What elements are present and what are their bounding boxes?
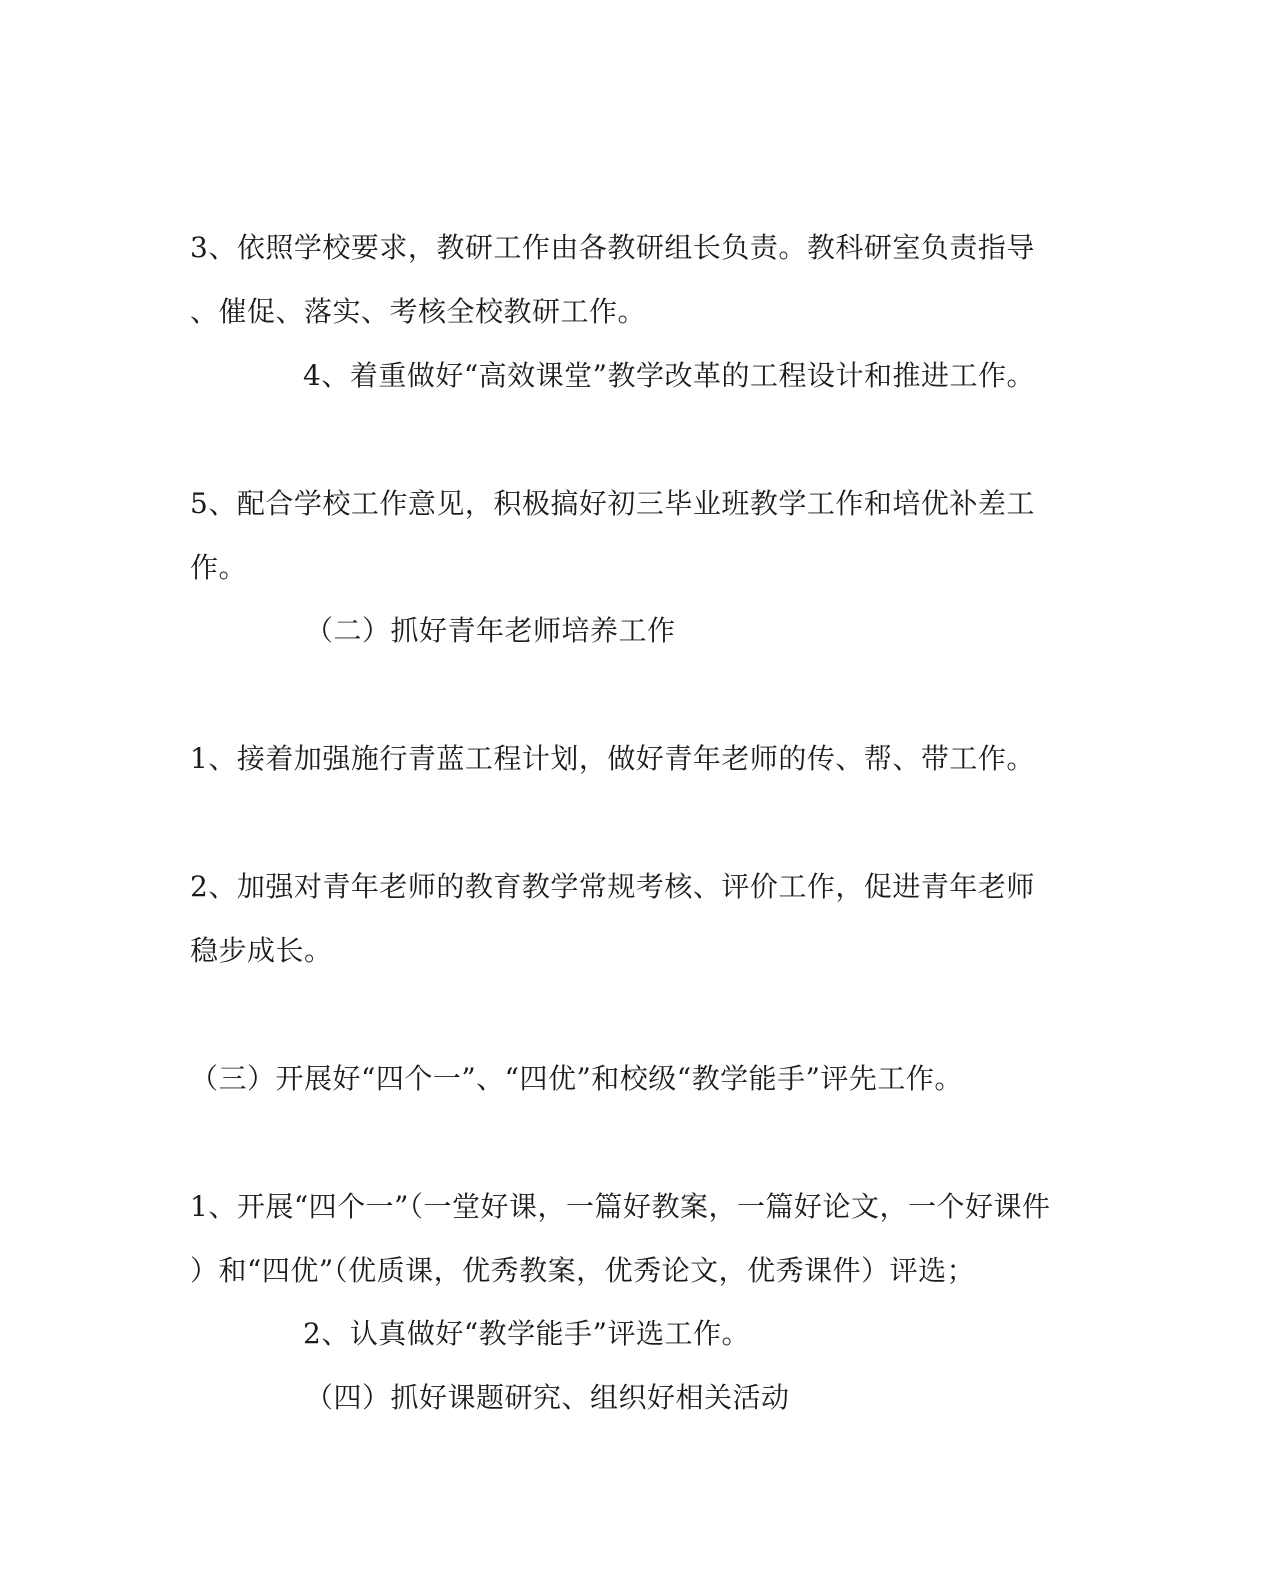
paragraph-line: 2、加强对青年老师的教育教学常规考核、评价工作，促进青年老师 [190,870,1035,903]
paragraph-line: 3、依照学校要求，教研工作由各教研组长负责。教科研室负责指导 [190,231,1035,264]
section-heading: （二）抓好青年老师培养工作 [305,614,676,647]
paragraph-line: 1、开展“四个一”（一堂好课，一篇好教案，一篇好论文，一个好课件 [190,1190,1051,1223]
paragraph-line: 作。 [190,551,248,584]
paragraph-line: 稳步成长。 [190,934,333,967]
paragraph-line: 5、配合学校工作意见，积极搞好初三毕业班教学工作和培优补差工 [190,487,1035,520]
paragraph-line: 4、着重做好“高效课堂”教学改革的工程设计和推进工作。 [303,359,1035,392]
paragraph-line: ）和“四优”（优质课，优秀教案，优秀论文，优秀课件）评选； [190,1254,976,1287]
paragraph-line: 1、接着加强施行青蓝工程计划，做好青年老师的传、帮、带工作。 [190,742,1035,775]
paragraph-line: 2、认真做好“教学能手”评选工作。 [303,1317,750,1350]
section-heading: （三）开展好“四个一”、“四优”和校级“教学能手”评先工作。 [190,1062,963,1095]
section-heading: （四）抓好课题研究、组织好相关活动 [305,1381,790,1414]
paragraph-line: 、催促、落实、考核全校教研工作。 [190,295,647,328]
